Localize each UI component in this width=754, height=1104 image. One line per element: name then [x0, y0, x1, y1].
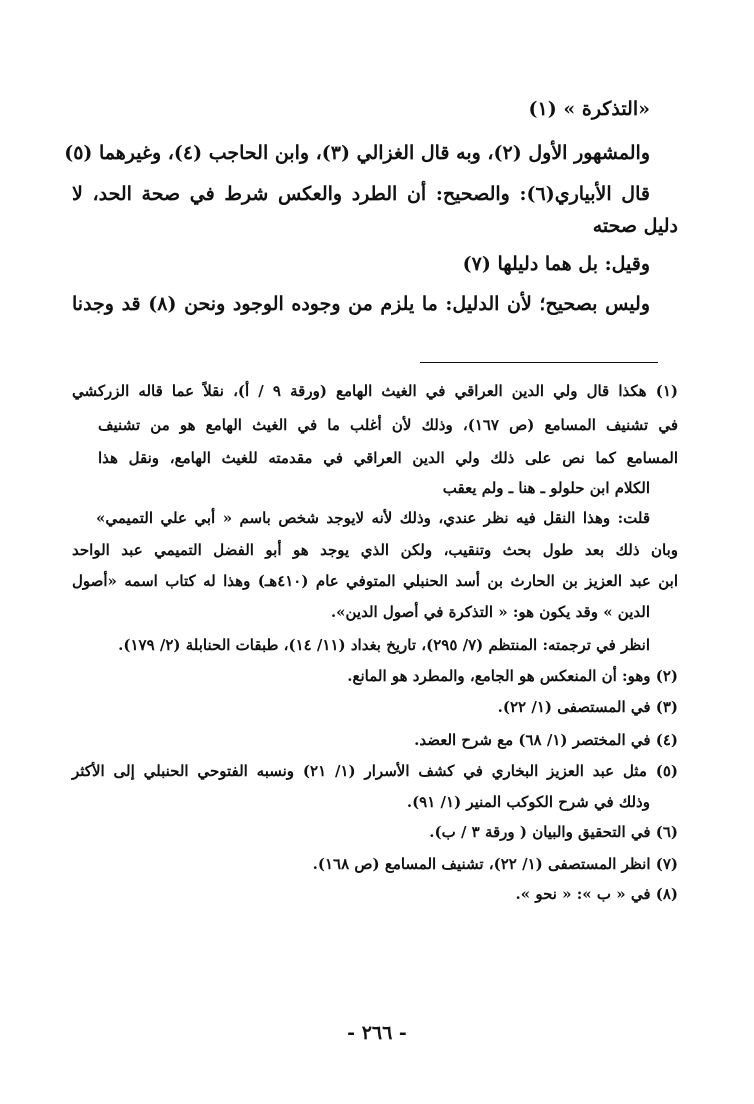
- footnote-line-1: (١) هكذا قال ولي الدين العراقي في الغيث الهامع (ورقة ٩ / أ)، نقلاً عما قاله الزركشي: [72, 382, 678, 400]
- footnote-line-16: (٧) انظر المستصفى (١/ ٢٢)، تشنيف المسامع (ص ١٦٨).: [312, 855, 678, 873]
- footnote-line-9: انظر في ترجمته: المنتظم (٧/ ٢٩٥)، تاريخ بغداد (١١/ ١٤)، طبقات الحنابلة (٢/ ١٧٩).: [118, 636, 650, 654]
- page-number: - ٢٦٦ -: [347, 1022, 407, 1044]
- body-line-6: وليس بصحيح؛ لأن الدليل: ما يلزم من وجوده الوجود ونحن (٨) قد وجدنا: [72, 293, 651, 315]
- footnote-line-4: الكلام ابن حلولو ـ هنا ـ ولم يعقب: [442, 479, 650, 497]
- body-line-1: «التذكرة » (١): [528, 98, 650, 120]
- footnote-line-12: (٤) في المختصر (١/ ٦٨) مع شرح العضد.: [414, 731, 678, 749]
- body-line-2: والمشهور الأول (٢)، وبه قال الغزالي (٣)، وابن الحاجب (٤)، وغيرهما (٥): [64, 142, 650, 164]
- footnote-line-3: المسامع كما نص على ذلك ولي الدين العراقي في مقدمته للغيث الهامع، ونقل هذا: [98, 449, 678, 467]
- footnote-line-7: ابن عبد العزيز بن الحارث بن أسد الحنبلي المتوفي عام (٤١٠هـ) وهذا له كتاب اسمه «أصول: [72, 572, 678, 590]
- footnote-line-11: (٣) في المستصفى (١/ ٢٢).: [497, 698, 678, 716]
- footnote-separator: [420, 362, 658, 363]
- footnote-line-17: (٨) في « ب »: « نحو ».: [515, 885, 678, 903]
- footnote-line-10: (٢) وهو: أن المنعكس هو الجامع، والمطرد هو المانع.: [347, 667, 678, 685]
- footnote-line-6: وبان ذلك بعد طول بحث وتنقيب، ولكن الذي يوجد هو أبو الفضل التميمي عبد الواحد: [72, 541, 678, 559]
- body-line-5: وقيل: بل هما دليلها (٧): [462, 253, 650, 275]
- footnote-line-2: في تشنيف المسامع (ص ١٦٧)، وذلك لأن أغلب ما في الغيث الهامع هو من تشنيف: [98, 416, 678, 434]
- footnote-line-8: الدين » وقد يكون هو: « التذكرة في أصول الدين».: [330, 603, 650, 621]
- footnote-line-13: (٥) مثل عبد العزيز البخاري في كشف الأسرار (١/ ٢١) ونسبه الفتوحي الحنبلي إلى الأكثر: [72, 762, 678, 780]
- footnote-line-5: قلت: وهذا النقل فيه نظر عندي، وذلك لأنه لايوجد شخص باسم « أبي علي التميمي»: [96, 509, 650, 527]
- footnote-line-14: وذلك في شرح الكوكب المنير (١/ ٩١).: [406, 793, 650, 811]
- body-line-4: دليل صحته: [592, 215, 678, 237]
- footnote-line-15: (٦) في التحقيق والبيان ( ورقة ٣ / ب).: [429, 823, 678, 841]
- body-line-3: قال الأبياري(٦): والصحيح: أن الطرد والعكس شرط في صحة الحد، لا: [72, 183, 650, 205]
